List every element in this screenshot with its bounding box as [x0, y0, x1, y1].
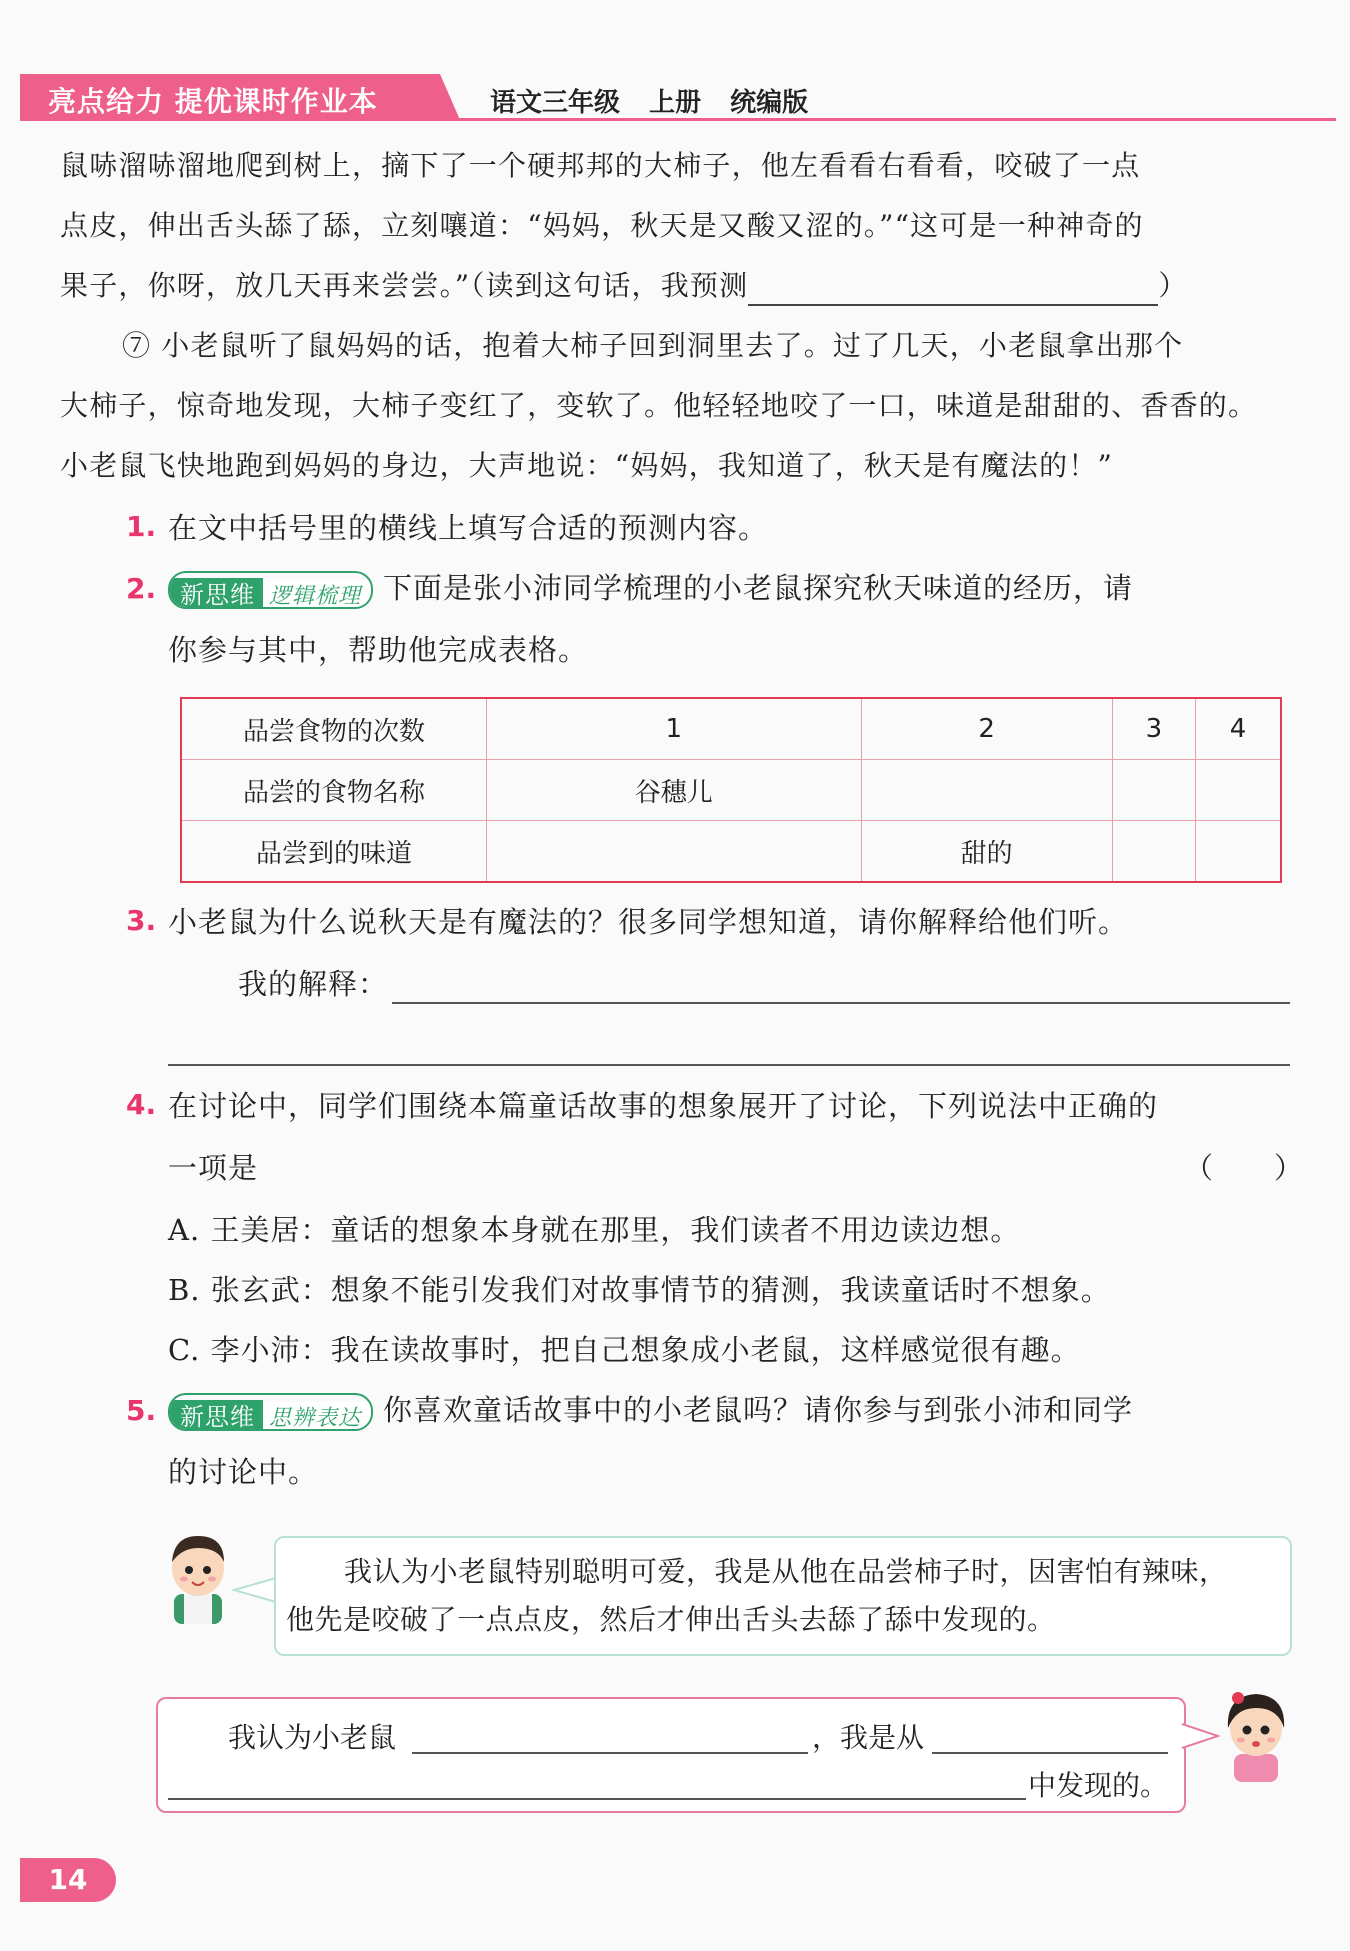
table-row: [181, 698, 1281, 760]
q1-text: 在文中括号里的横线上填写合适的预测内容。: [168, 511, 769, 545]
passage-para7-line-1: ⑦ 小老鼠听了鼠妈妈的话，抱着大柿子回到洞里去了。过了几天，小老鼠拿出那个: [122, 329, 1184, 362]
passage-line-2: 点皮，伸出舌头舔了舔，立刻嚷道：“妈妈，秋天是又酸又涩的。”“这可是一种神奇的: [60, 209, 1144, 242]
boy-speech-line-1: 我认为小老鼠特别聪明可爱，我是从他在品尝柿子时，因害怕有辣味，: [344, 1555, 1228, 1588]
q5-text-line-2: 的讨论中。: [168, 1455, 319, 1489]
table-cell: 品尝到的味道: [181, 821, 487, 883]
q3-answer-label: 我的解释：: [238, 967, 389, 1001]
table-cell: 品尝的食物名称: [181, 760, 487, 821]
passage-line-1: 鼠哧溜哧溜地爬到树上，摘下了一个硬邦邦的大柿子，他左看看右看看，咬破了一点: [60, 149, 1141, 182]
passage-para7-line-3: 小老鼠飞快地跑到妈妈的身边，大声地说：“妈妈，我知道了，秋天是有魔法的！”: [60, 449, 1114, 482]
q4-text-line-1: 在讨论中，同学们围绕本篇童话故事的想象展开了讨论，下列说法中正确的: [168, 1089, 1159, 1123]
q4-option-b[interactable]: B. 张玄武：想象不能引发我们对故事情节的猜测，我读童话时不想象。: [168, 1273, 1111, 1307]
table-cell: 3: [1112, 698, 1195, 760]
q5-text-line-1: [168, 1390, 1133, 1431]
brand-title: 亮点给力 提优课时作业本: [48, 85, 378, 118]
table-cell: 2: [861, 698, 1112, 760]
passage-para7-line-2: 大柿子，惊奇地发现，大柿子变红了，变软了。他轻轻地咬了一口，味道是甜甜的、香香的。: [60, 389, 1258, 422]
q5-text: 你喜欢童话故事中的小老鼠吗？请你参与到张小沛和同学: [383, 1393, 1134, 1427]
passage-line-3: [60, 266, 1290, 306]
q2-text: 下面是张小沛同学梳理的小老鼠探究秋天味道的经历，请: [383, 571, 1134, 605]
girl-bubble-tail: [1180, 1722, 1220, 1750]
volume-label: 上册: [649, 88, 702, 118]
girl-blank-2[interactable]: [932, 1752, 1168, 1754]
q3-number: 3.: [126, 904, 157, 937]
q2-badge-main: 新思维: [170, 578, 263, 609]
q2-badge-sub: 逻辑梳理: [263, 580, 371, 609]
boy-bubble-tail: [232, 1576, 278, 1604]
q4-option-a[interactable]: A. 王美居：童话的想象本身就在那里，我们读者不用边读边想。: [168, 1213, 1021, 1247]
girl-avatar: [1218, 1684, 1294, 1782]
table-input-cell[interactable]: [1195, 760, 1281, 821]
table-cell: 4: [1195, 698, 1281, 760]
girl-speech-part-2: ，我是从: [812, 1721, 925, 1754]
boy-speech-text: [286, 1548, 1286, 1644]
girl-blank-1[interactable]: [412, 1752, 808, 1754]
book-info: [490, 82, 808, 119]
q2-text-line-1: [168, 568, 1133, 609]
q3-answer-line-2[interactable]: [168, 1064, 1290, 1066]
boy-avatar: [160, 1526, 236, 1624]
table-input-cell[interactable]: [1195, 821, 1281, 883]
prediction-blank[interactable]: [748, 274, 1158, 306]
table-input-cell[interactable]: [487, 821, 862, 883]
q3-answer-line-1[interactable]: [392, 1002, 1290, 1004]
q4-text-line-2: 一项是: [168, 1151, 259, 1185]
q2-badge: [168, 571, 373, 609]
subject-label: 语文三年级: [490, 88, 621, 118]
q4-option-c[interactable]: C. 李小沛：我在读故事时，把自己想象成小老鼠，这样感觉很有趣。: [168, 1333, 1081, 1367]
q5-badge: [168, 1393, 373, 1431]
girl-blank-3[interactable]: [168, 1798, 1026, 1800]
q4-answer-paren[interactable]: （ ）: [1184, 1151, 1305, 1185]
passage-line-3-close: ）: [1158, 269, 1188, 302]
q5-badge-main: 新思维: [170, 1400, 263, 1431]
girl-speech-part-1: 我认为小老鼠: [228, 1721, 397, 1754]
table-cell: 甜的: [861, 821, 1112, 883]
q2-number: 2.: [126, 572, 157, 605]
q1-number: 1.: [126, 510, 157, 543]
table-cell: 1: [487, 698, 862, 760]
page-header: [20, 74, 1336, 122]
table-input-cell[interactable]: [1112, 821, 1195, 883]
table-input-cell[interactable]: [861, 760, 1112, 821]
edition-label: 统编版: [730, 88, 809, 118]
girl-speech-part-3: 中发现的。: [1028, 1769, 1169, 1802]
q5-badge-sub: 思辨表达: [263, 1402, 371, 1431]
table-row: [181, 760, 1281, 821]
table-row: [181, 821, 1281, 883]
table-input-cell[interactable]: [1112, 760, 1195, 821]
q4-number: 4.: [126, 1088, 157, 1121]
table-cell: 谷穗儿: [487, 760, 862, 821]
page-number: 14: [20, 1858, 116, 1902]
boy-speech-line-2: 他先是咬破了一点点皮，然后才伸出舌头去舔了舔中发现的。: [286, 1603, 1056, 1636]
table-cell: 品尝食物的次数: [181, 698, 487, 760]
tasting-table: [180, 697, 1282, 883]
passage-line-3-text: 果子，你呀，放几天再来尝尝。”（读到这句话，我预测: [60, 269, 749, 302]
q3-text: 小老鼠为什么说秋天是有魔法的？很多同学想知道，请你解释给他们听。: [168, 905, 1129, 939]
q5-number: 5.: [126, 1394, 157, 1427]
q2-text-line-2: 你参与其中，帮助他完成表格。: [168, 633, 589, 667]
